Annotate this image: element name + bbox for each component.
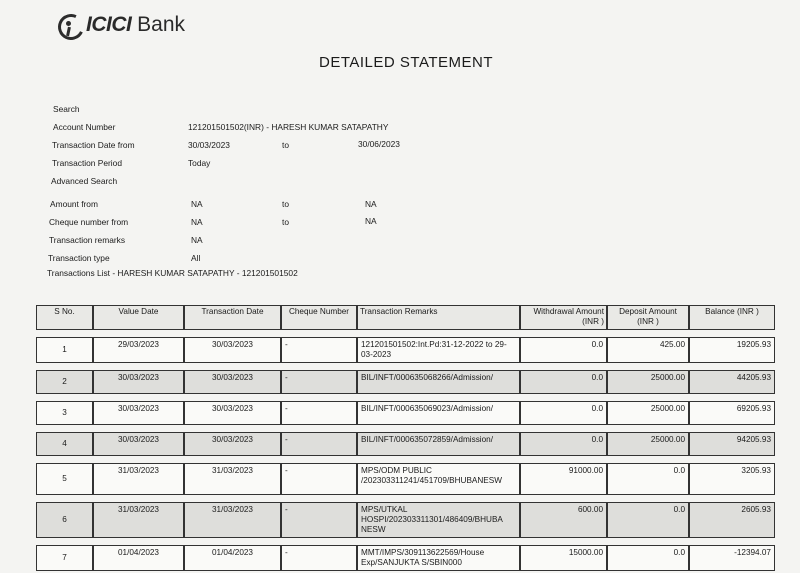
bank-logo bbox=[56, 12, 185, 38]
col-header-transaction-date: Transaction Date bbox=[184, 305, 281, 330]
table-row bbox=[36, 545, 775, 571]
cell-cheque-number: - bbox=[281, 545, 357, 571]
cell-value-date: 29/03/2023 bbox=[93, 337, 184, 363]
cell-withdrawal: 0.0 bbox=[520, 337, 607, 363]
cell-cheque-number: - bbox=[281, 432, 357, 456]
cell-sno: 2 bbox=[36, 370, 93, 394]
cheque-to-label: to bbox=[282, 217, 289, 227]
cell-sno: 4 bbox=[36, 432, 93, 456]
col-header-value-date: Value Date bbox=[93, 305, 184, 330]
cell-transaction-date: 30/03/2023 bbox=[184, 401, 281, 425]
remarks-label: Transaction remarks bbox=[49, 235, 126, 245]
cell-cheque-number: - bbox=[281, 463, 357, 495]
cheque-from-label: Cheque number from bbox=[49, 217, 129, 227]
cell-deposit: 25000.00 bbox=[607, 432, 689, 456]
cell-cheque-number: - bbox=[281, 337, 357, 363]
amount-to-value: NA bbox=[365, 199, 377, 209]
cell-withdrawal: 91000.00 bbox=[520, 463, 607, 495]
date-to-label: to bbox=[282, 140, 289, 150]
cell-sno: 7 bbox=[36, 545, 93, 571]
cell-deposit: 0.0 bbox=[607, 463, 689, 495]
cell-cheque-number: - bbox=[281, 370, 357, 394]
cell-sno: 3 bbox=[36, 401, 93, 425]
cell-remarks: MPS/UTKAL HOSPI/202303311301/486409/BHUBA NESW bbox=[357, 502, 520, 538]
cell-sno: 5 bbox=[36, 463, 93, 495]
period-label: Transaction Period bbox=[52, 158, 122, 168]
cell-balance: -12394.07 bbox=[689, 545, 775, 571]
cell-value-date: 30/03/2023 bbox=[93, 432, 184, 456]
bank-name-bold: ICICI bbox=[86, 13, 132, 36]
cell-cheque-number: - bbox=[281, 502, 357, 538]
table-row bbox=[36, 463, 775, 495]
cell-deposit: 425.00 bbox=[607, 337, 689, 363]
table-row bbox=[36, 337, 775, 363]
table-row bbox=[36, 502, 775, 538]
amount-to-label: to bbox=[282, 199, 289, 209]
cheque-from-value: NA bbox=[191, 217, 203, 227]
cell-withdrawal: 600.00 bbox=[520, 502, 607, 538]
col-header-withdrawal: Withdrawal Amount (INR ) bbox=[520, 305, 607, 330]
type-value: All bbox=[191, 253, 201, 263]
period-value: Today bbox=[188, 158, 211, 168]
cell-deposit: 25000.00 bbox=[607, 370, 689, 394]
cell-value-date: 31/03/2023 bbox=[93, 463, 184, 495]
cell-transaction-date: 30/03/2023 bbox=[184, 432, 281, 456]
col-header-balance: Balance (INR ) bbox=[689, 305, 775, 330]
date-to-value: 30/06/2023 bbox=[358, 139, 400, 149]
remarks-value: NA bbox=[191, 235, 203, 245]
cell-transaction-date: 01/04/2023 bbox=[184, 545, 281, 571]
cell-balance: 94205.93 bbox=[689, 432, 775, 456]
cell-remarks: MPS/ODM PUBLIC /202303311241/451709/BHUBANESW bbox=[357, 463, 520, 495]
cell-balance: 2605.93 bbox=[689, 502, 775, 538]
amount-from-value: NA bbox=[191, 199, 203, 209]
cell-deposit: 25000.00 bbox=[607, 401, 689, 425]
cell-balance: 3205.93 bbox=[689, 463, 775, 495]
cell-transaction-date: 31/03/2023 bbox=[184, 502, 281, 538]
cell-sno: 6 bbox=[36, 502, 93, 538]
cell-remarks: BIL/INFT/000635069023/Admission/ bbox=[357, 401, 520, 425]
account-number-value: 121201501502(INR) - HARESH KUMAR SATAPATHY bbox=[188, 122, 389, 132]
cell-balance: 19205.93 bbox=[689, 337, 775, 363]
cell-remarks: BIL/INFT/000635072859/Admission/ bbox=[357, 432, 520, 456]
cell-deposit: 0.0 bbox=[607, 545, 689, 571]
cell-withdrawal: 0.0 bbox=[520, 370, 607, 394]
transactions-list-heading: Transactions List - HARESH KUMAR SATAPATHY - 121201501502 bbox=[47, 268, 298, 278]
table-row bbox=[36, 370, 775, 394]
col-header-cheque-number: Cheque Number bbox=[281, 305, 357, 330]
account-number-label: Account Number bbox=[53, 122, 116, 132]
cheque-to-value: NA bbox=[365, 216, 377, 226]
cell-remarks: 121201501502:Int.Pd:31-12-2022 to 29-03-2023 bbox=[357, 337, 520, 363]
cell-withdrawal: 15000.00 bbox=[520, 545, 607, 571]
cell-balance: 44205.93 bbox=[689, 370, 775, 394]
cell-withdrawal: 0.0 bbox=[520, 432, 607, 456]
cell-sno: 1 bbox=[36, 337, 93, 363]
cell-transaction-date: 30/03/2023 bbox=[184, 337, 281, 363]
advanced-search-heading: Advanced Search bbox=[51, 176, 118, 186]
cell-cheque-number: - bbox=[281, 401, 357, 425]
cell-value-date: 01/04/2023 bbox=[93, 545, 184, 571]
col-header-remarks: Transaction Remarks bbox=[357, 305, 520, 330]
table-row bbox=[36, 401, 775, 425]
cell-remarks: BIL/INFT/000635068266/Admission/ bbox=[357, 370, 520, 394]
cell-value-date: 31/03/2023 bbox=[93, 502, 184, 538]
date-from-label: Transaction Date from bbox=[52, 140, 135, 150]
cell-remarks: MMT/IMPS/309113622569/House Exp/SANJUKTA S/SBIN000 bbox=[357, 545, 520, 571]
table-header-row bbox=[36, 305, 775, 330]
col-header-sno: S No. bbox=[36, 305, 93, 330]
statement-title: DETAILED STATEMENT bbox=[318, 54, 493, 71]
cell-withdrawal: 0.0 bbox=[520, 401, 607, 425]
cell-deposit: 0.0 bbox=[607, 502, 689, 538]
cell-balance: 69205.93 bbox=[689, 401, 775, 425]
transactions-table bbox=[36, 305, 775, 571]
cell-value-date: 30/03/2023 bbox=[93, 401, 184, 425]
search-heading: Search bbox=[53, 104, 80, 114]
date-from-value: 30/03/2023 bbox=[188, 140, 230, 150]
cell-transaction-date: 30/03/2023 bbox=[184, 370, 281, 394]
cell-transaction-date: 31/03/2023 bbox=[184, 463, 281, 495]
table-row bbox=[36, 432, 775, 456]
amount-from-label: Amount from bbox=[50, 199, 98, 209]
cell-value-date: 30/03/2023 bbox=[93, 370, 184, 394]
bank-name-rest: Bank bbox=[131, 13, 186, 36]
type-label: Transaction type bbox=[48, 253, 110, 263]
bank-logo-icon bbox=[56, 12, 82, 38]
col-header-deposit: Deposit Amount (INR ) bbox=[607, 305, 689, 330]
